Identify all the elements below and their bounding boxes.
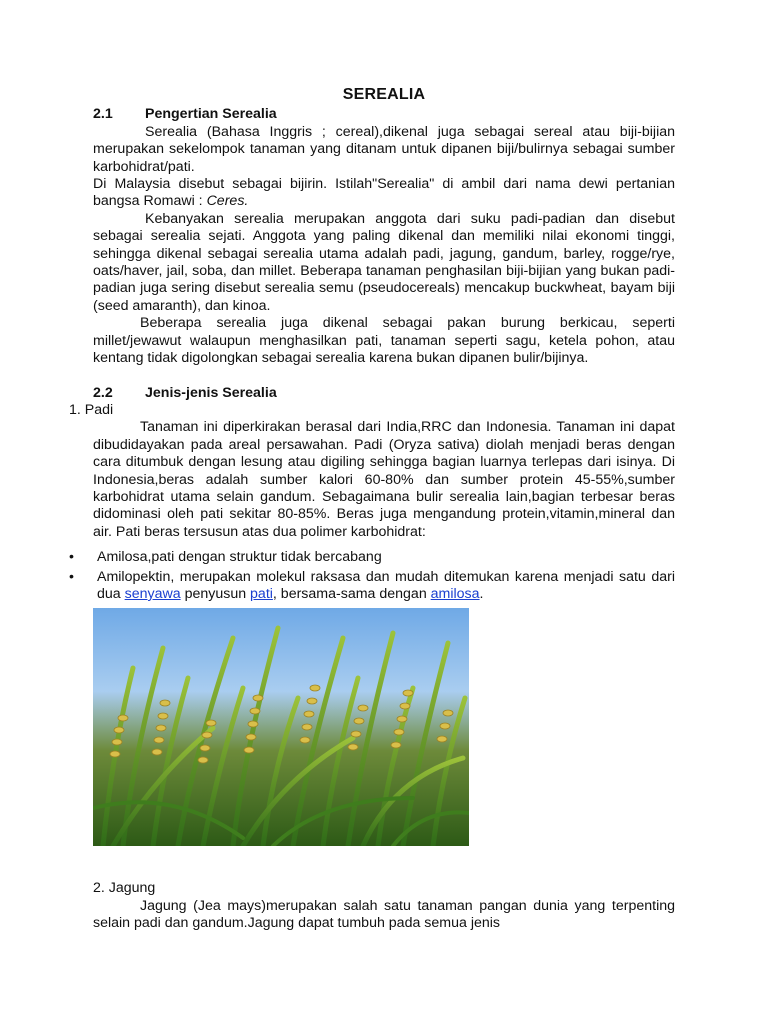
section-heading-2-1 [93,106,675,123]
list-item-text: penyusun [180,585,251,602]
list-item-text: . [479,585,484,602]
section-heading-2-2 [93,385,675,402]
page-title: SEREALIA [342,86,426,103]
spacer [93,368,675,385]
paragraph: Serealia (Bahasa Inggris ; cereal),dikenal juga sebagai sereal atau biji-bijian merupakan sekelompok tanaman yang ditanam untuk dipanen biji/bulirnya sebagai sumber karbohidrat/pati. [93,123,675,175]
link-amilosa[interactable]: amilosa [430,585,480,602]
section-title: Jenis-jenis Serealia [145,384,277,401]
section-title: Pengertian Serealia [145,106,277,123]
paragraph-text: Di Malaysia disebut sebagai bijirin. Istilah"Serealia" di ambil dari nama dewi pertanian bangsa Romawi : [93,176,675,210]
section-number: 2.1 [93,106,113,123]
paragraph: Tanaman ini diperkirakan berasal dari India,RRC dan Indonesia. Tanaman ini dapat dibudidayakan pada areal persawahan. Padi (Oryza sativa) diolah menjadi beras dengan cara ditumbuk dengan lesung atau digiling sehingga bagian luarnya terlepas dari isinya. Di Indonesia,beras adalah sumber kalori 60-80% dan sumber protein 45-55%,sumber karbohidrat utama selain gandum. Sebagaimana bulir serealia lain,bagian terbesar beras didominasi oleh pati sekitar 80-85%. Beras juga mengandung protein,vitamin,mineral dan air. Pati beras tersusun atas dua polimer karbohidrat: [93,419,675,540]
section-number: 2.2 [93,384,113,401]
list-item-label: 2. Jagung [93,880,156,897]
list-item-label: 1. Padi [69,401,114,418]
paragraph [93,176,675,211]
paragraph: Jagung (Jea mays)merupakan salah satu tanaman pangan dunia yang terpenting selain padi dan gandum.Jagung dapat tumbuh pada semua jenis [93,897,675,932]
list-item-text: Amilosa,pati dengan struktur tidak bercabang [97,549,382,566]
list-item [69,568,675,604]
spacer [93,846,675,880]
paragraph: Kebanyakan serealia merupakan anggota dari suku padi-padian dan disebut sebagai serealia sejati. Anggota yang paling dikenal dan memiliki nilai ekonomi tinggi, sehingga dikenal sebagai serealia utama adalah padi, jagung, gandum, barley, rogge/rye, oats/haver, jail, soba, dan millet. Beberapa tanaman penghasilan biji-bijian yang bukan padi-padian juga sering disebut serealia semu (pseudocereals) mencakup buckwheat, bayam biji (seed amaranth), dan kinoa. [93,210,675,314]
list-item-text: Amilopektin, merupakan molekul raksasa dan mudah ditemukan karena menjadi satu dari dua [97,568,675,602]
bullet-icon: • [69,568,74,585]
paragraph: Beberapa serealia juga dikenal sebagai pakan burung berkicau, seperti millet/jewawut walaupun menghasilkan pati, tanaman seperti sagu, ketela pohon, atau kentang tidak digolongkan sebagai serealia karena bukan dipanen bulir/bijinya. [93,315,675,367]
list-item-text: , bersama-sama dengan [272,585,431,602]
italic-text: Ceres. [206,193,249,210]
document-body [69,86,675,933]
link-pati[interactable]: pati [250,585,273,602]
bullet-list [69,549,675,603]
rice-plant-photo [93,608,469,846]
bullet-icon: • [69,549,74,566]
link-senyawa[interactable]: senyawa [124,585,181,602]
list-item [69,549,675,566]
